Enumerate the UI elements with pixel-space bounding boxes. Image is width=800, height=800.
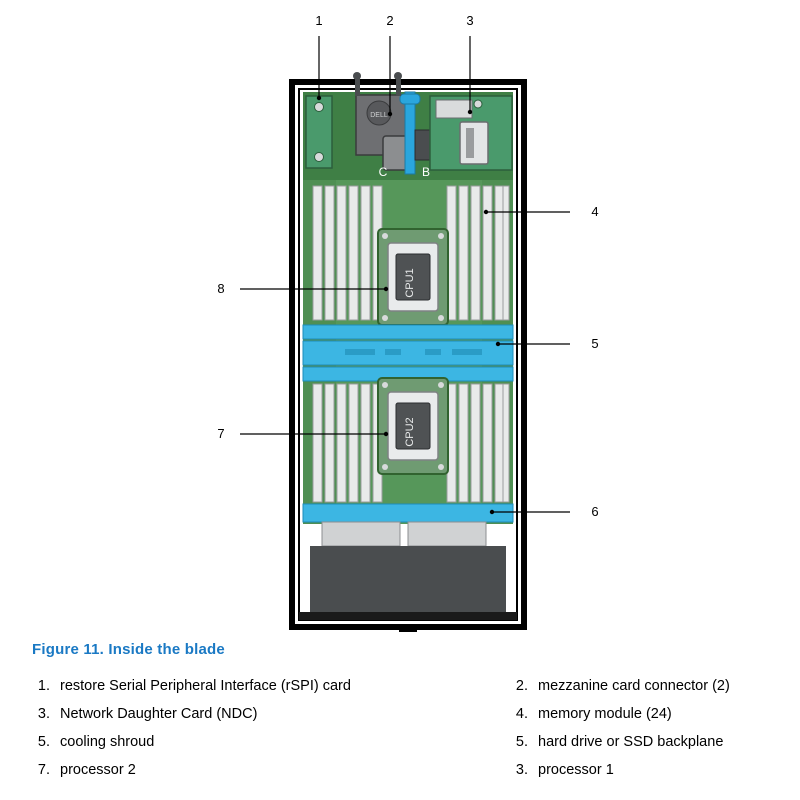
legend-item-number: 3. [515,762,528,778]
cpu2-screw-tl [382,382,388,388]
cpu1-screw-tl [382,233,388,239]
legend-item [30,672,500,700]
ndc-screw [474,100,482,108]
ndc-port-block [436,100,472,118]
legend-item [508,756,800,784]
legend-item-number: 2. [515,678,528,694]
figure-caption: Figure 11. Inside the blade [32,641,225,658]
legend-item-text: hard drive or SSD backplane [538,734,724,750]
small-chip [415,130,431,160]
callout-number-3: 3 [466,13,474,28]
slot-label-c: C [378,165,388,179]
callout-number-5: 5 [591,336,599,351]
legend-item [508,700,800,728]
legend-column-right [508,672,800,784]
cooling-shroud [303,325,513,381]
legend-item-number: 7. [37,762,50,778]
legend-item-text: processor 2 [60,762,136,778]
legend-item [30,700,500,728]
rspi-screw-2 [315,153,324,162]
hard-drive-backplane [303,504,513,522]
legend-item-text: restore Serial Peripheral Interface (rSPI) card [60,678,351,694]
legend-column-left [30,672,500,784]
cpu1-screw-br [438,315,444,321]
legend-item-text: mezzanine card connector (2) [538,678,730,694]
memory-bank-lower-right [447,384,509,502]
legend-item-text: Network Daughter Card (NDC) [60,706,258,722]
chassis-bottom-bar [299,612,517,620]
slot-label-b: B [421,165,431,179]
standoff-cap-right [394,72,402,80]
cpu2-screw-bl [382,464,388,470]
callout-number-7: 7 [217,426,225,441]
legend-item-number: 5. [515,734,528,750]
chassis-front-panel [310,546,506,612]
cpu1-screw-bl [382,315,388,321]
legend-item-number: 3. [37,706,50,722]
blue-latch-head [400,94,420,104]
cpu2-screw-tr [438,382,444,388]
drive-bay-left [322,522,400,546]
cpu2-screw-br [438,464,444,470]
legend-item [30,756,500,784]
callout-number-6: 6 [591,504,599,519]
ndc-connector-slot [466,128,474,158]
legend-item-number: 5. [37,734,50,750]
cpu2-label: CPU2 [404,417,416,447]
chassis-latch-tab [399,627,417,632]
legend-item [508,728,800,756]
drive-bay-right [408,522,486,546]
dell-logo-text: DELL [370,112,388,119]
legend-item-number: 1. [37,678,50,694]
callout-number-2: 2 [386,13,394,28]
standoff-cap-left [353,72,361,80]
cpu1-label: CPU1 [404,268,416,298]
callout-number-8: 8 [217,281,225,296]
rspi-screw [315,103,324,112]
legend-item [508,672,800,700]
legend-item-text: cooling shroud [60,734,155,750]
legend-item-number: 4. [515,706,528,722]
legend-item-text: memory module (24) [538,706,672,722]
callout-number-1: 1 [315,13,323,28]
cpu1-screw-tr [438,233,444,239]
legend-item [30,728,500,756]
callout-number-4: 4 [591,204,599,219]
memory-bank-upper-right [447,186,509,320]
legend-item-text: processor 1 [538,762,614,778]
